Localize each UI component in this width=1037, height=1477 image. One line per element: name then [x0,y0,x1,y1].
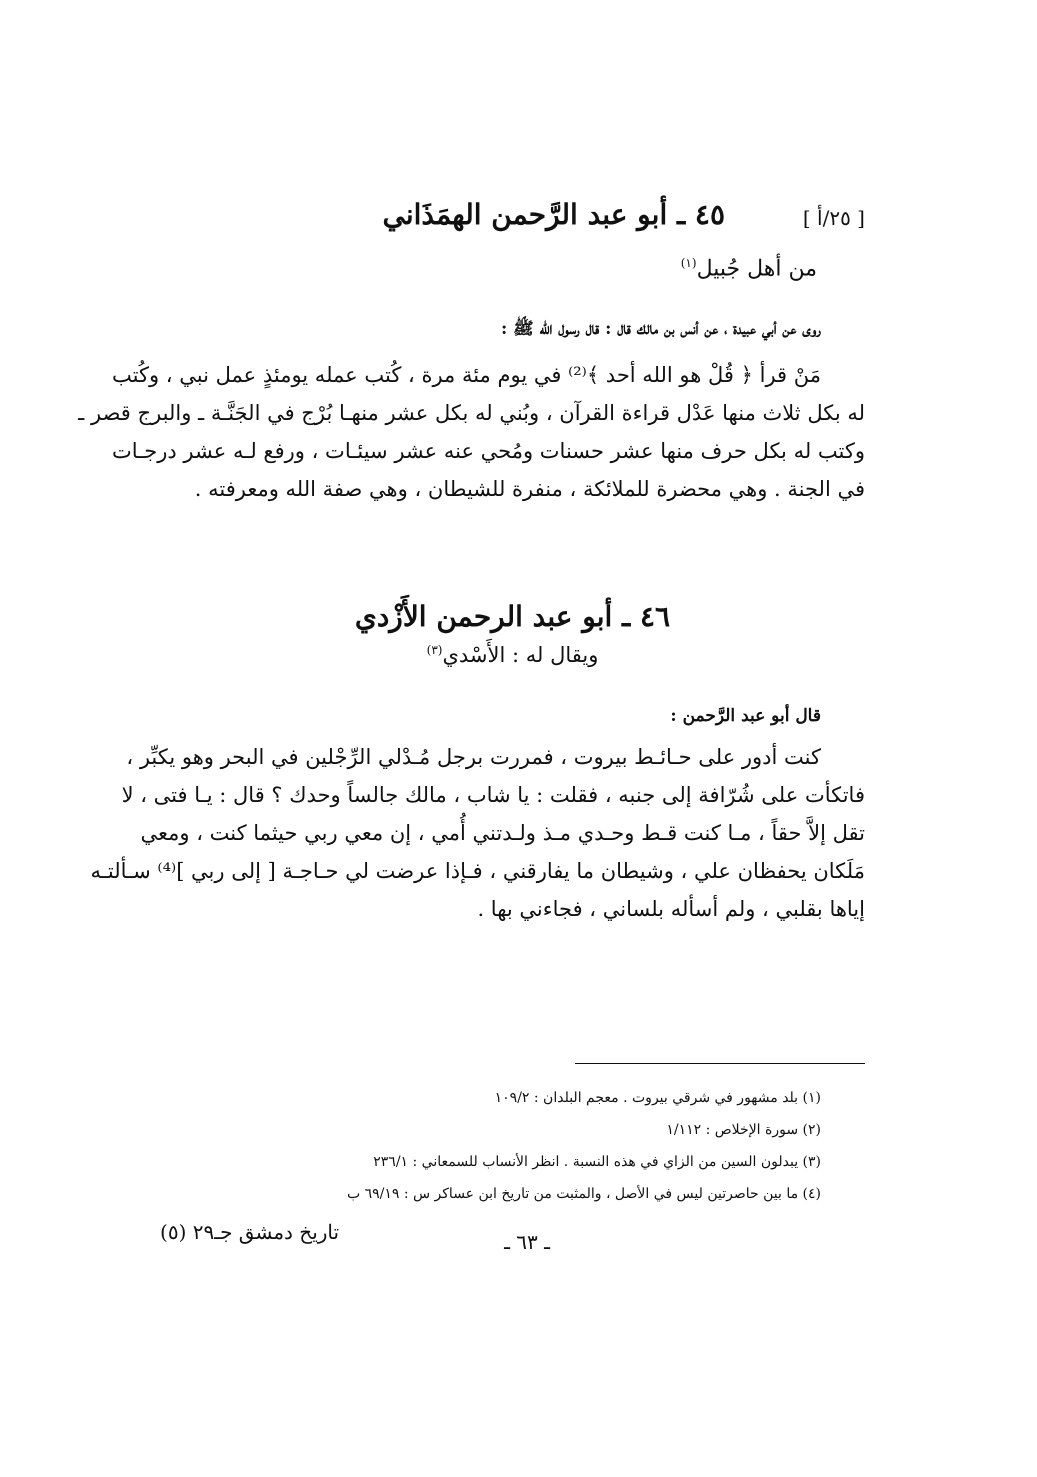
entry-origin [681,256,817,281]
narrator-line: قال أبو عبد الرَّحمن : [670,706,821,726]
entry-body-45 [78,356,865,508]
origin-text: من أهل جُبيل [696,256,817,282]
footnote: (٢) سورة الإخلاص : ١/١١٢ [666,1122,821,1138]
entry-subtitle-46 [160,643,865,667]
entry-body-46 [90,738,865,928]
footnote-separator [575,1063,865,1064]
footnote-ref-3: (٣) [426,643,443,657]
footnotes [160,1082,821,1210]
body-line: كنت أدور على حـائـط بيروت ، فمررت برجل مُـدْلي الرِّجْلين في البحر وهو يكبِّر ، [126,745,821,769]
body-line: مَلَكان يحفظان علي ، وشيطان ما يفارقني ، فـإذا عرضت لي حـاجـة [ إلى ربي ]⁽⁴⁾ سـألتـه [90,859,865,883]
document-page [78,0,865,1477]
folio-reference: [ ٢٥/أ ] [802,206,865,230]
entry-heading-45: ٤٥ ـ أبو عبد الرَّحمن الهمَذَاني [382,198,725,231]
footnote: (٣) يبدلون السين من الزاي في هذه النسبة . انظر الأنساب للسمعاني : ٢٣٦/١ [373,1154,821,1170]
footnote-ref-1: (١) [680,256,697,270]
body-line: في الجنة . وهي محضرة للملائكة ، منفرة للشيطان ، وهي صفة الله ومعرفته . [194,477,865,501]
footnote: (٤) ما بين حاصرتين ليس في الأصل ، والمثبت من تاريخ ابن عساكر س : ٦٩/١٩ ب [346,1186,821,1202]
page-number: ـ ٦٣ ـ [504,1230,550,1254]
footnote: (١) بلد مشهور في شرقي بيروت . معجم البلدان : ١٠٩/٢ [494,1090,821,1106]
isnad-line: روى عن أبي عبيدة ، عن أنس بن مالك قال : قال رسول الله ﷺ : [500,319,821,339]
body-line: إياها بقلبي ، ولم أسأله بلساني ، فجاءني بها . [477,897,865,921]
book-reference: تاريخ دمشق جـ٢٩ (٥) [160,1220,340,1244]
body-line: فاتكأت على شُرّافة إلى جنبه ، فقلت : يا شاب ، مالك جالساً وحدك ؟ قال : يـا فتى ، لا [121,783,865,807]
subtitle-text: ويقال له : الأَسْدي [442,643,599,667]
body-line: له بكل ثلاث منها عَدْل قراءة القرآن ، وبُني له بكل عشر منهـا بُرْج في الجَنَّـة ـ والبرج قصر ـ [78,401,865,425]
body-line: تقل إلاَّ حقاً ، مـا كنت قـط وحـدي مـذ ولـدتني أُمي ، إن معي ربي حيثما كنت ، ومعي [140,821,865,845]
body-line: مَنْ قرأ ﴿ قُلْ هو الله أحد ﴾⁽²⁾ في يوم مئة مرة ، كُتب عمله يومئذٍ عمل نبي ، وكُتب [112,363,821,387]
body-line: وكتب له بكل حرف منها عشر حسنات ومُحي عنه عشر سيئـات ، ورفع لـه عشر درجـات [111,439,865,463]
entry-heading-46: ٤٦ ـ أبو عبد الرحمن الأَزْدي [354,600,671,633]
